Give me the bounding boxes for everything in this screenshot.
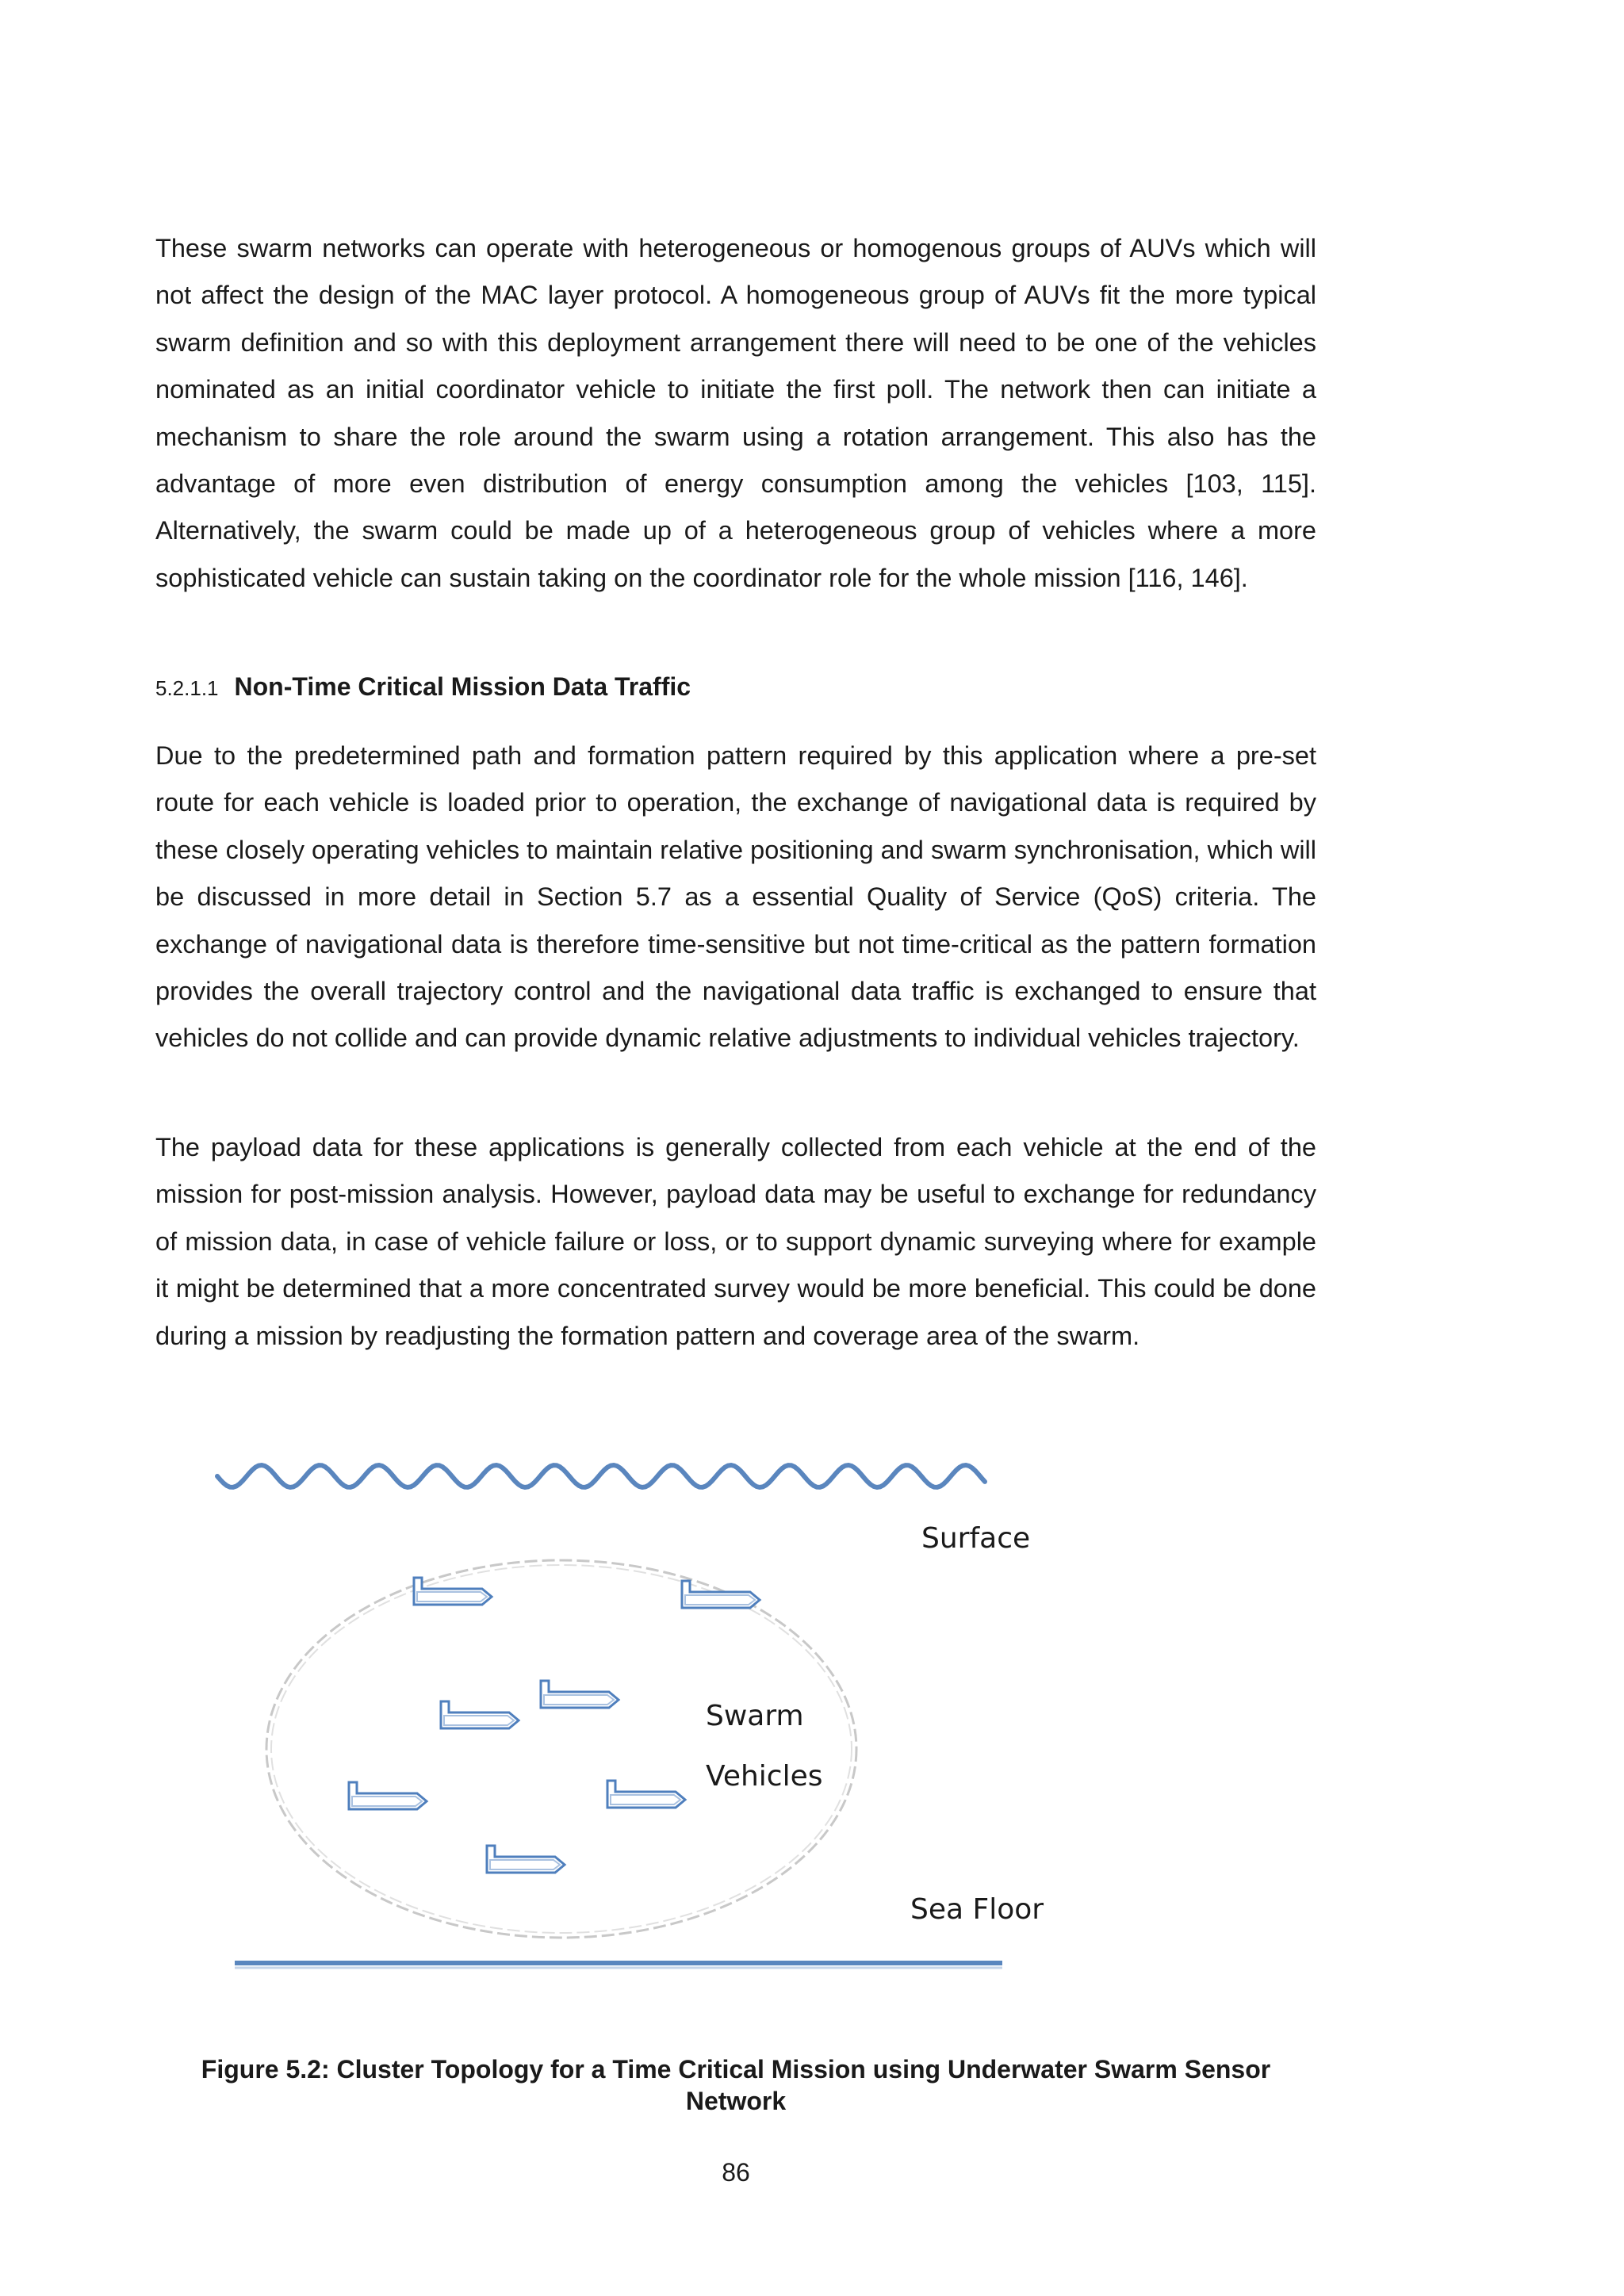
auv-vehicle-6 xyxy=(607,1781,685,1808)
figure-diagram xyxy=(155,1427,1107,1998)
body-paragraph-1: These swarm networks can operate with heterogeneous or homogenous groups of AUVs which will not affect the design of the MAC layer protocol. A homogeneous group of AUVs fit the more typical swarm definition and so with this deployment arrangement there will need to be one of the vehicles nominated as an initial coordinator vehicle to initiate the first poll. The network then can initiate a mechanism to share the role around the swarm using a rotation arrangement. This also has the advantage of more even distribution of energy consumption among the vehicles [103, 115]. Alternatively, the swarm could be made up of a heterogeneous group of vehicles where a more sophisticated vehicle can sustain taking on the coordinator role for the whole mission [116, 146]. xyxy=(155,234,1316,592)
body-paragraph-3: The payload data for these applications is generally collected from each vehicle at the end of the mission for post-mission analysis. However, payload data may be useful to exchange for redundancy of mission data, in case of vehicle failure or loss, or to support dynamic surveying where for example it might be determined that a more concentrated survey would be more beneficial. This could be done during a mission by readjusting the formation pattern and coverage area of the swarm. xyxy=(155,1133,1316,1350)
auv-vehicle-4 xyxy=(441,1701,519,1728)
body-paragraph-2: Due to the predetermined path and formation pattern required by this application where a pre-set route for each vehicle is loaded prior to operation, the exchange of navigational data is required by these closely operating vehicles to maintain relative positioning and swarm synchronisation, which will be discussed in more detail in Section 5.7 as a essential Quality of Service (QoS) criteria. The exchange of navigational data is therefore time-sensitive but not time-critical as the pattern formation provides the overall trajectory control and the navigational data traffic is exchanged to ensure that vehicles do not collide and can provide dynamic relative adjustments to individual vehicles trajectory. xyxy=(155,741,1316,1053)
auv-vehicle-3 xyxy=(541,1681,619,1708)
page-number: 86 xyxy=(722,2158,750,2187)
figure-caption: Figure 5.2: Cluster Topology for a Time Critical Mission using Underwater Swarm Sensor Network xyxy=(201,2055,1271,2115)
section-title: Non-Time Critical Mission Data Traffic xyxy=(234,672,691,701)
section-number: 5.2.1.1 xyxy=(155,676,219,700)
surface-label: Surface xyxy=(921,1522,1031,1555)
section-heading xyxy=(155,671,691,704)
surface-wave xyxy=(217,1465,985,1487)
swarm-label-line2: Vehicles xyxy=(706,1760,823,1793)
sea-floor-label: Sea Floor xyxy=(910,1893,1044,1926)
auv-vehicle-7 xyxy=(487,1846,565,1873)
swarm-boundary-ellipse-inner xyxy=(271,1565,852,1933)
swarm-topology-figure xyxy=(155,1427,1107,1998)
auv-vehicle-5 xyxy=(349,1782,427,1809)
swarm-boundary-ellipse xyxy=(266,1560,856,1938)
swarm-label-line1: Swarm xyxy=(706,1700,804,1732)
